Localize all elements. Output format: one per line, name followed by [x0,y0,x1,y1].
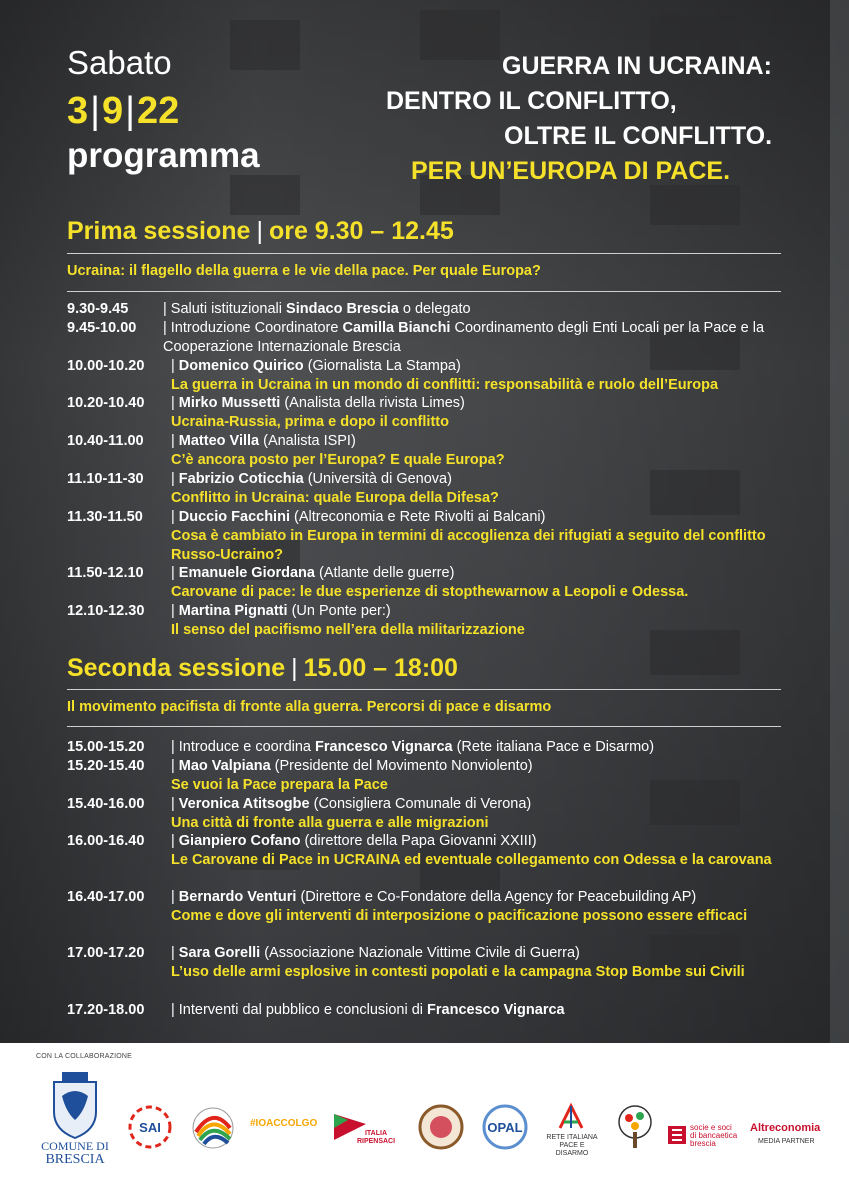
session2-heading: Seconda sessione | 15.00 – 18:00 [67,654,458,682]
event-date: 3|9|22 [67,90,180,132]
banca-etica-icon [668,1126,686,1144]
schedule-details [171,508,787,565]
rete-pace-disarmo-icon [554,1102,588,1132]
speaker-name: Fabrizio Coticchia [178,471,304,487]
event-day: Sabato [67,44,172,81]
comune-brescia-crest-icon [44,1068,106,1140]
separator: | [171,565,175,581]
media-partner-label: MEDIA PARTNER [758,1138,815,1145]
talk-title: C’è ancora posto per l’Europa? E quale Europa? [171,452,505,468]
speaker-name: Sara Gorelli [178,945,261,961]
tree-logo-icon [612,1102,658,1152]
speaker-name: Bernardo Venturi [178,889,297,905]
speaker-affiliation: Coordinamento degli Enti Locali per la Pace e la Cooperazione Internazionale Brescia [163,320,765,355]
speaker-name: Camilla Bianchi [342,320,451,336]
schedule-role: Interventi dal pubblico e conclusioni di [178,1002,428,1018]
separator: | [171,471,175,487]
speaker-affiliation: (Direttore e Co-Fondatore della Agency for Peacebuilding AP) [296,889,697,905]
talk-title: Ucraina-Russia, prima e dopo il conflitto [171,414,449,430]
speaker-affiliation: (direttore della Papa Giovanni XXIII) [300,833,537,849]
speaker-name: Sindaco Brescia [286,301,399,317]
opal-text: OPAL [487,1120,523,1135]
speaker-affiliation: o delegato [398,301,471,317]
speaker-affiliation: (Presidente del Movimento Nonviolento) [270,758,533,774]
schedule-details [163,319,787,357]
schedule-time: 10.40-11.00 [67,433,144,449]
background-edge [830,0,849,1043]
speaker-name: Francesco Vignarca [427,1002,565,1018]
italia-ripensaci-label: ITALIA RIPENSACI [356,1130,396,1145]
schedule-time: 12.10-12.30 [67,603,145,619]
title-line-3: OLTRE IL CONFLITTO. [504,122,773,150]
separator: | [171,833,175,849]
schedule-time: 15.20-15.40 [67,758,145,774]
speaker-affiliation: (Analista della rivista Limes) [280,395,465,411]
schedule-time: 17.20-18.00 [67,1002,145,1018]
speaker-affiliation: (Altreconomia e Rete Rivolti ai Balcani) [289,509,546,525]
divider [67,726,781,727]
schedule-details [171,832,787,870]
schedule-details [171,470,787,508]
separator: | [171,509,175,525]
speaker-affiliation: (Un Ponte per:) [287,603,391,619]
speaker-name: Veronica Atitsogbe [178,796,310,812]
background-window [230,20,300,70]
schedule-time: 16.40-17.00 [67,889,145,905]
talk-title: Se vuoi la Pace prepara la Pace [171,777,388,793]
background-window [650,185,740,225]
schedule-details [171,602,787,640]
schedule-details [171,944,787,982]
separator: | [171,1002,175,1018]
separator: | [171,395,175,411]
separator: | [163,320,167,336]
schedule-details [171,795,787,833]
rainbow-peace-logo-icon [188,1106,238,1150]
speaker-name: Mao Valpiana [178,758,271,774]
schedule-time: 16.00-16.40 [67,833,145,849]
altreconomia-logo: Altreconomia [750,1122,821,1134]
schedule-details [171,432,787,470]
talk-title: Le Carovane di Pace in UCRAINA ed eventuale collegamento con Odessa e la carovana [171,852,772,868]
speaker-name: Gianpiero Cofano [178,833,301,849]
comune-brescia-label: COMUNE DI BRESCIA [41,1139,109,1167]
talk-title: Come e dove gli interventi di interposizione o pacificazione possono essere efficaci [171,908,748,924]
schedule-time: 10.20-10.40 [67,395,145,411]
talk-title: Una città di fronte alla guerra e alle migrazioni [171,815,489,831]
schedule-time: 9.45-10.00 [67,320,137,336]
speaker-affiliation: (Atlante delle guerre) [314,565,455,581]
schedule-time: 9.30-9.45 [67,301,129,317]
speaker-affiliation: (Analista ISPI) [259,433,356,449]
sai-text: SAI [139,1120,161,1135]
separator: | [171,758,175,774]
sai-logo-icon [124,1104,176,1150]
divider [67,689,781,690]
speaker-name: Matteo Villa [178,433,260,449]
collaboration-label: CON LA COLLABORAZIONE [36,1053,133,1060]
schedule-time: 11.30-11.50 [67,509,143,525]
schedule-role: Introduce e coordina [178,739,316,755]
speaker-name: Francesco Vignarca [315,739,453,755]
speaker-affiliation: (Consigliera Comunale di Verona) [309,796,532,812]
separator: | [171,358,175,374]
separator: | [163,301,167,317]
speaker-affiliation: (Associazione Nazionale Vittime Civile di Guerra) [260,945,580,961]
talk-title: Cosa è cambiato in Europa in termini di accoglienza dei rifugiati a seguito del conflitto Russo-Ucraino? [171,528,766,563]
schedule-details [171,1001,787,1020]
programma-label: programma [67,136,260,175]
speaker-affiliation: (Giornalista La Stampa) [303,358,461,374]
talk-title: Conflitto in Ucraina: quale Europa della Difesa? [171,490,499,506]
background-window [230,175,300,215]
background-window [420,10,500,60]
talk-title: La guerra in Ucraina in un mondo di conflitti: responsabilità e ruolo dell’Europa [171,377,719,393]
speaker-name: Emanuele Giordana [178,565,315,581]
divider [67,291,781,292]
separator: | [171,796,175,812]
association-seal-icon [418,1104,464,1150]
separator: | [171,889,175,905]
opal-logo-icon [480,1104,530,1150]
talk-title: L’uso delle armi esplosive in contesti popolati e la campagna Stop Bombe sui Civili [171,964,745,980]
schedule-details [163,300,787,319]
schedule-time: 17.00-17.20 [67,945,145,961]
speaker-name: Martina Pignatti [178,603,288,619]
schedule-details [171,888,787,926]
schedule-role: Introduzione Coordinatore [170,320,343,336]
speaker-name: Mirko Mussetti [178,395,281,411]
speaker-affiliation: (Università di Genova) [303,471,452,487]
schedule-role: Saluti istituzionali [170,301,287,317]
speaker-name: Domenico Quirico [178,358,304,374]
schedule-details [171,738,787,757]
session2-theme: Il movimento pacifista di fronte alla guerra. Percorsi di pace e disarmo [67,699,552,715]
session1-theme: Ucraina: il flagello della guerra e le vie della pace. Per quale Europa? [67,263,541,279]
separator: | [171,433,175,449]
separator: | [171,603,175,619]
separator: | [171,945,175,961]
schedule-details [171,564,787,602]
schedule-time: 11.50-12.10 [67,565,144,581]
schedule-details [171,357,787,395]
divider [67,253,781,254]
schedule-time: 15.40-16.00 [67,796,145,812]
speaker-name: Duccio Facchini [178,509,290,525]
talk-title: Il senso del pacifismo nell’era della militarizzazione [171,622,525,638]
banca-etica-label: socie e soci di bancaetica brescia [690,1123,738,1148]
schedule-time: 10.00-10.20 [67,358,145,374]
schedule-details [171,394,787,432]
schedule-time: 11.10-11-30 [67,471,144,487]
rete-pace-disarmo-label: RETE ITALIANA PACE E DISARMO [546,1134,598,1157]
speaker-affiliation: (Rete italiana Pace e Disarmo) [452,739,655,755]
ioaccolgo-logo: #IOACCOLGO [250,1118,318,1129]
title-line-1: GUERRA IN UCRAINA: [502,52,772,80]
schedule-details [171,757,787,795]
title-line-4: PER UN’EUROPA DI PACE. [411,157,731,185]
title-line-2: DENTRO IL CONFLITTO, [386,87,677,115]
session1-heading: Prima sessione | ore 9.30 – 12.45 [67,217,454,245]
talk-title: Carovane di pace: le due esperienze di stopthewarnow a Leopoli e Odessa. [171,584,689,600]
separator: | [171,739,175,755]
schedule-time: 15.00-15.20 [67,739,145,755]
